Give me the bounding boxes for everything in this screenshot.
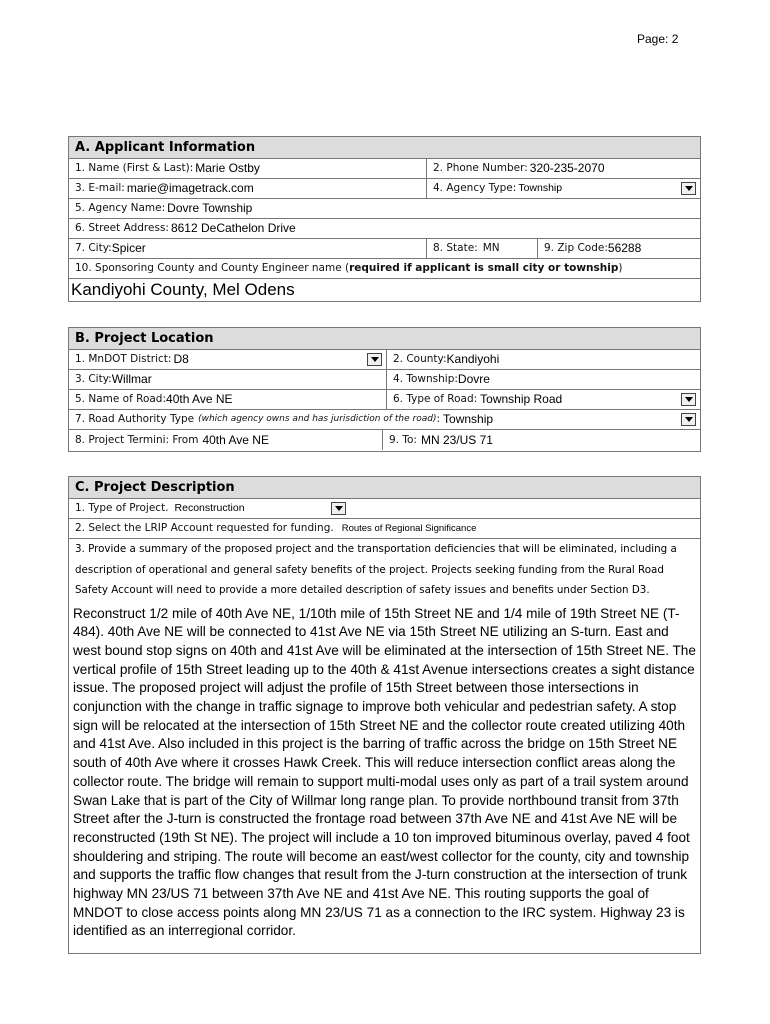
agency-name-label: 5. Agency Name: [75,202,166,214]
district-dropdown-icon[interactable] [367,353,382,366]
termini-from-field[interactable] [69,430,382,450]
phone-label: 2. Phone Number: [433,162,528,174]
location-city-value: Willmar [111,372,152,386]
state-value: MN [482,242,500,254]
district-field[interactable] [69,350,386,369]
sponsor-field[interactable] [69,279,700,301]
lrip-account-field[interactable] [69,519,700,538]
phone-field[interactable] [426,159,700,178]
district-label: 1. MnDOT District: [75,353,172,365]
project-type-value: Reconstruction [174,502,245,514]
township-value: Dovre [457,372,490,386]
lrip-account-value: Routes of Regional Significance [341,523,477,534]
zip-code-label: 9. Zip Code: [544,242,608,254]
road-type-field[interactable] [386,390,700,409]
agency-type-dropdown-icon[interactable] [681,182,696,195]
township-label: 4. Township: [393,373,458,385]
termini-from-value: 40th Ave NE [202,432,269,447]
email-field[interactable] [69,179,426,198]
county-field[interactable] [386,350,700,369]
agency-name-field[interactable] [69,199,700,218]
summary-text-area[interactable]: Reconstruct 1/2 mile of 40th Ave NE, 1/10th mile of 15th Street NE and 1/4 mile of 19th Street NE (T-484). 40th Ave NE will be connected to 41st Ave NE via 15th Street NE utilizing an S-turn. East and west bound stop signs on 40th and 41st Ave will be eliminated at the intersection of 15th Street NE. The vertical profile of 15th Street leading up to the 40th & 41st Avenue intersections creates a sight distance issue. The proposed project will adjust the profile of 15th Street between those intersections in conjunction with the change in traffic signage to improve both vehicular and pedestrian safety. A stop sign will be relocated at the intersection of 15th Street NE and the collector route created utilizing 40th and 41st Ave. Also included in this project is the barring of traffic across the bridge on 15th Street NE south of 40th Ave where it crosses Hawk Creek. This will reduce intersection conflict areas along the collector route. The bridge will remain to support multi-modal uses only as part of a trail system around Swan Lake that is part of the City of Willmar long range plan. To provide northbound transit from 37th Street after the J-turn is constructed the frontage road between 37th Ave NE and 41st Ave NE will be reconstructed (19th St NE). The project will include a 10 ton improved bituminous overlay, paved 4 foot shouldering and striping. The route will become an east/west collector for the county, city and township and supports the traffic flow changes that result from the J-turn construction at the intersection of trunk highway MN 23/US 71 between 37th Ave NE and 41st Ave NE. This routing supports the goal of MNDOT to close access points along MN 23/US 71 as a connection to the IRC system. Highway 23 is identified as an interregional corridor. [73,605,696,939]
road-name-value: 40th Ave NE [166,392,233,406]
applicant-name-field[interactable] [69,159,426,178]
termini-to-field[interactable] [382,430,700,450]
email-value: marie@imagetrack.com [126,181,254,195]
county-label: 2. County: [393,353,447,365]
street-address-field[interactable] [69,219,700,238]
applicant-name-value: Marie Ostby [195,161,260,175]
section-c-heading: C. Project Description [69,477,700,499]
agency-name-value: Dovre Township [167,201,253,215]
city-value: Spicer [111,241,146,255]
sponsor-label-required: required if applicant is small city or township [349,262,619,274]
email-label: 3. E-mail: [75,182,125,194]
sponsor-label-pre: 10. Sponsoring County and County Engineer name ( [75,262,350,274]
applicant-name-label: 1. Name (First & Last): [75,162,194,174]
zip-code-field[interactable] [537,239,700,258]
township-field[interactable] [386,370,700,389]
road-name-label: 5. Name of Road: [75,393,167,405]
state-field[interactable] [426,239,537,258]
section-a-heading: A. Applicant Information [69,137,700,159]
termini-to-value: MN 23/US 71 [420,432,493,447]
road-type-dropdown-icon[interactable] [681,393,696,406]
street-address-label: 6. Street Address: [75,222,169,234]
lrip-account-label: 2. Select the LRIP Account requested for funding. [75,522,334,534]
agency-type-value: Township [518,182,563,194]
section-project-description [68,476,701,954]
road-type-value: Township Road [480,392,563,406]
road-authority-dropdown-icon[interactable] [681,413,696,426]
sponsor-label-post: ) [618,262,623,274]
district-value: D8 [173,352,189,366]
phone-value: 320-235-2070 [529,161,605,175]
agency-type-label: 4. Agency Type: [433,182,517,194]
road-name-field[interactable] [69,390,386,409]
summary-prompt: 3. Provide a summary of the proposed project and the transportation deficiencies that will be eliminated, including a description of operational and general safety benefits of the project. Projects seeking funding from the Rural Road Safety Account will need to provide a more detailed description of safety issues and benefits under Section D3. [75,543,677,596]
section-project-location [68,327,701,452]
road-authority-colon: : [436,413,441,425]
location-city-label: 3. City: [75,373,112,385]
road-authority-note: (which agency owns and has jurisdiction of the road) [198,414,437,424]
termini-to-label: 9. To: [389,433,417,446]
agency-type-field[interactable] [426,179,700,198]
road-authority-value: Township [443,412,494,426]
sponsor-value: Kandiyohi County, Mel Odens [71,280,295,299]
section-b-heading: B. Project Location [69,328,700,350]
street-address-value: 8612 DeCathelon Drive [170,221,296,235]
sponsor-label [69,259,700,278]
city-field[interactable] [69,239,426,258]
city-label: 7. City: [75,242,112,254]
state-label: 8. State: [433,242,478,254]
section-applicant-information [68,136,701,302]
project-type-field[interactable] [69,499,700,518]
page-number: Page: 2 [637,32,679,46]
road-authority-field[interactable] [69,410,700,429]
road-authority-label: 7. Road Authority Type [75,413,195,425]
project-type-dropdown-icon[interactable] [331,502,346,515]
location-city-field[interactable] [69,370,386,389]
zip-code-value: 56288 [607,241,642,255]
road-type-label: 6. Type of Road: [393,393,478,405]
project-type-label: 1. Type of Project. [75,502,169,514]
county-value: Kandiyohi [446,352,500,366]
termini-from-label: 8. Project Termini: From [75,433,199,446]
